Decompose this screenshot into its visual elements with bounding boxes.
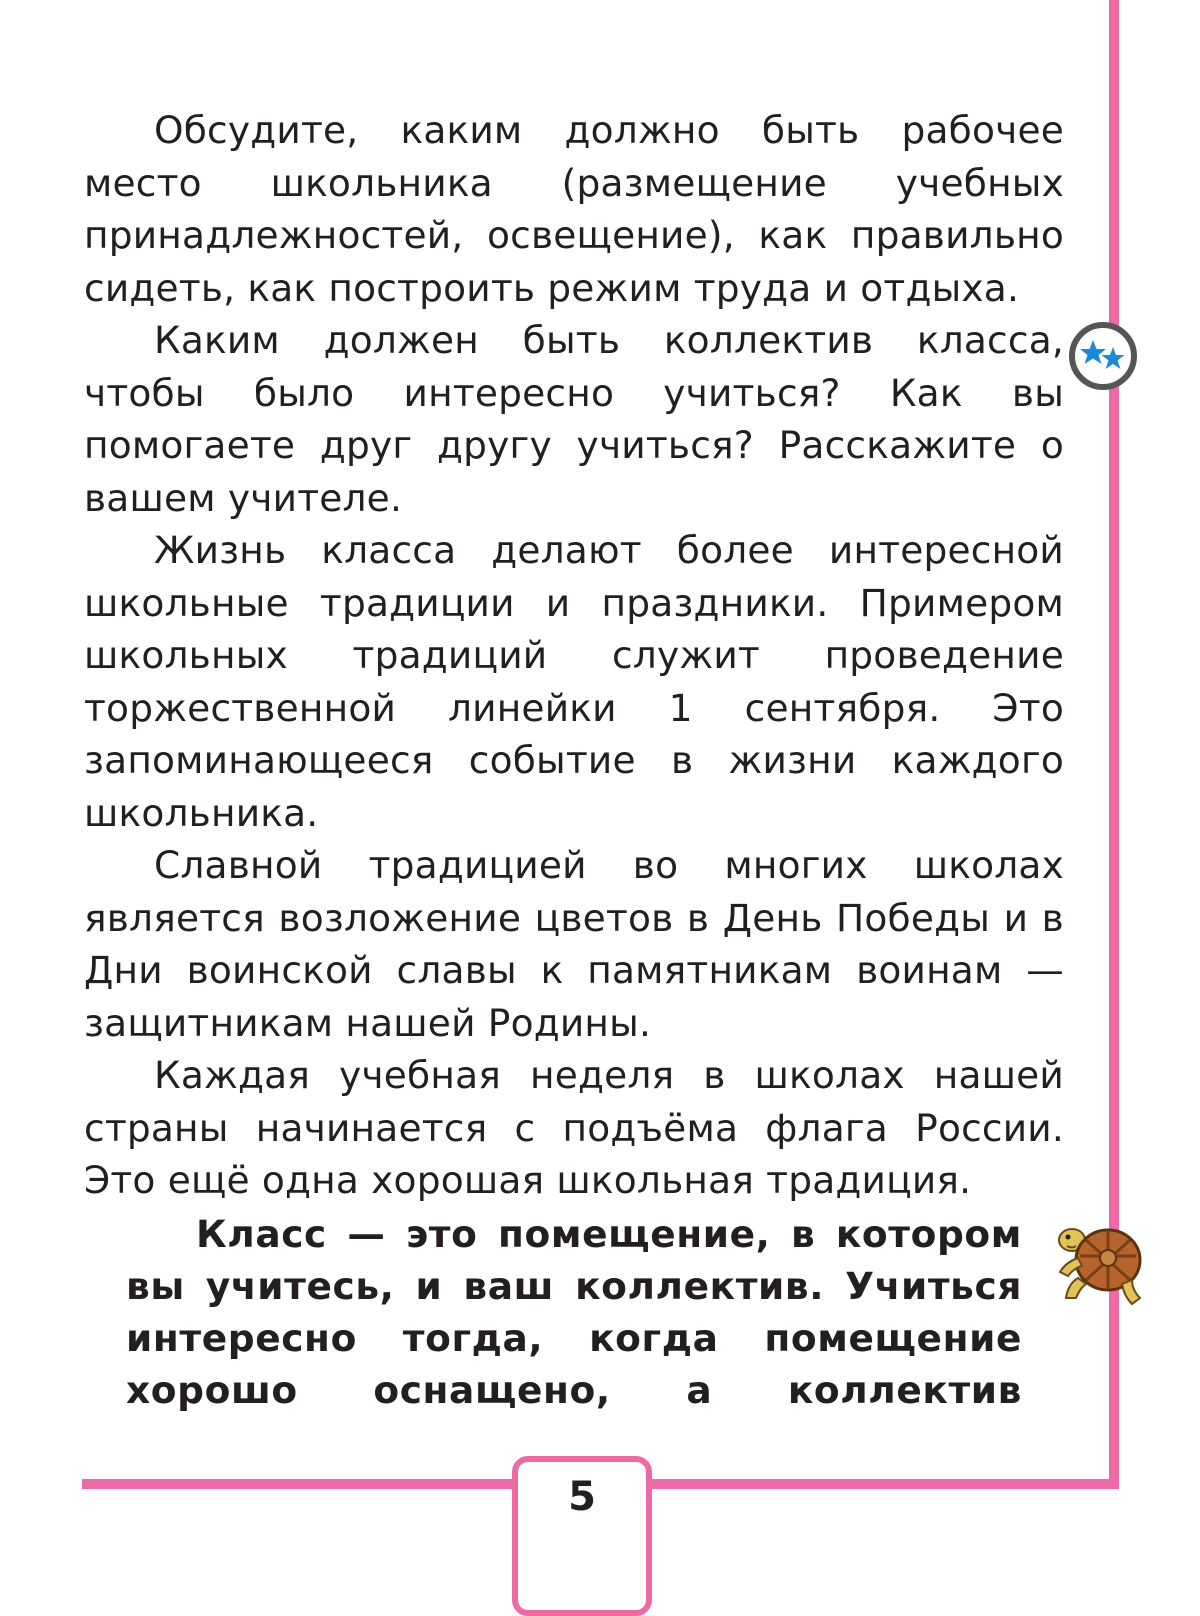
main-text — [84, 104, 1064, 1207]
page-number: 5 — [568, 1474, 596, 1520]
turtle-icon — [1052, 1218, 1144, 1308]
page-number-box — [512, 1456, 652, 1616]
paragraph-school-traditions: Жизнь класса делают более интересной школьные традиции и праздники. Примером школьных традиций служит проведение торжественной линейки 1 сентября. Это запоминающееся событие в жизни каждого школьника. — [84, 528, 1064, 835]
summary-block — [126, 1208, 1022, 1416]
two-stars-icon — [1067, 320, 1139, 392]
paragraph-workplace: Обсудите, каким должно быть рабочее место школьника (размещение учебных принадлежностей, освещение), как правильно сидеть, как построить режим труда и отдыха. — [84, 108, 1064, 310]
summary-text: Класс — это помещение, в котором вы учитесь, и ваш коллектив. Учиться интересно тогда, когда помещение хорошо оснащено, а коллектив — [126, 1212, 1022, 1412]
paragraph-flag-raising: Каждая учебная неделя в школах нашей страны начинается с подъёма флага России. Это ещё одна хорошая школьная традиция. — [84, 1053, 1064, 1202]
paragraph-class-collective: Каким должен быть коллектив класса, чтобы было интересно учиться? Как вы помогаете друг другу учиться? Расскажите о вашем учителе. — [84, 318, 1064, 520]
paragraph-victory-day: Славной традицией во многих школах является возложение цветов в День Победы и в Дни воинской славы к памятникам воинам — защитникам нашей Родины. — [84, 843, 1064, 1045]
